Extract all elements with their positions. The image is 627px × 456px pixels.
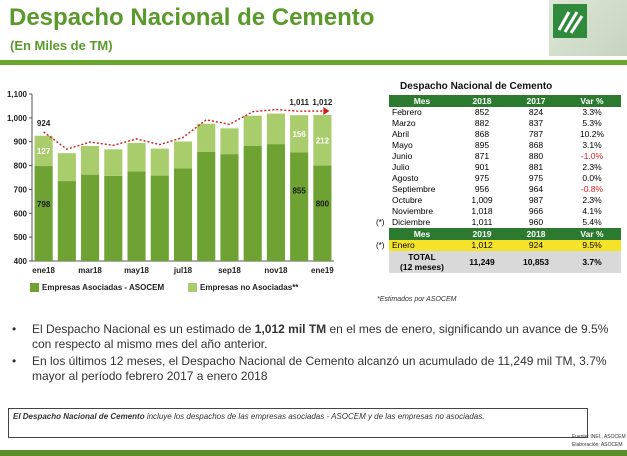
table-cell-mark <box>373 151 389 162</box>
data-label-total: 924 <box>36 118 51 128</box>
bar-no-asociadas <box>267 114 285 145</box>
x-tick-label: ene18 <box>32 266 55 275</box>
bar-asociadas <box>58 181 76 261</box>
table-cell-month: Diciembre <box>392 217 431 227</box>
footnote-bold: El Despacho Nacional de Cemento <box>13 412 145 421</box>
table-cell-var: 2.3% <box>582 195 602 205</box>
bar-asociadas <box>244 146 262 261</box>
table-cell-value: 964 <box>528 184 544 194</box>
table-cell-mark <box>373 107 389 118</box>
bar-asociadas <box>104 176 122 261</box>
summary-bullets <box>12 322 612 386</box>
table-cell-var: 3.7% <box>563 251 621 273</box>
table-cell-var: 2.3% <box>582 162 602 172</box>
table-cell-mark <box>373 140 389 151</box>
table-header-cell: Mes <box>389 228 455 240</box>
table-cell-mark <box>373 162 389 173</box>
bullet-2 <box>12 354 612 384</box>
table-cell-value: 924 <box>509 240 563 251</box>
table-header-cell: 2018 <box>509 228 563 240</box>
bullet-dot: • <box>12 322 17 336</box>
table-cell-mark <box>373 118 389 129</box>
table-cell-var: 0.0% <box>582 173 602 183</box>
table-header-cell <box>373 95 389 107</box>
data-label-asociadas: 800 <box>315 199 330 209</box>
bar-no-asociadas <box>244 116 262 146</box>
table-cell-value: 11,249 <box>455 251 509 273</box>
table-cell-value: 1,018 <box>471 206 493 216</box>
data-label-no-asociadas: 156 <box>292 129 306 139</box>
x-tick-label: ene19 <box>311 266 334 275</box>
y-tick-label: 1,100 <box>6 90 27 99</box>
table-cell-value: 1,012 <box>455 240 509 251</box>
footnote-box <box>8 408 588 438</box>
bar-no-asociadas <box>220 128 238 154</box>
table-cell-mark <box>373 195 389 206</box>
table-cell-value: 787 <box>528 129 544 139</box>
table-cell-var: 3.1% <box>582 140 602 150</box>
bar-asociadas <box>174 168 192 261</box>
table-cell-value: 868 <box>528 140 544 150</box>
data-label-asociadas: 855 <box>292 186 306 196</box>
table-row <box>373 184 621 195</box>
table-cell-mark <box>373 173 389 184</box>
data-label-total: 1,011 <box>289 98 309 108</box>
source-note <box>572 433 626 449</box>
footer-bar <box>0 450 627 456</box>
table-cell-value: 880 <box>528 151 544 161</box>
table-cell-month: Octubre <box>392 195 423 205</box>
table-cell-mark <box>373 251 389 273</box>
table-cell-value: 824 <box>528 107 544 117</box>
source-elaboracion: Elaboración: ASOCEM <box>572 442 623 448</box>
data-label-asociadas: 798 <box>36 200 51 210</box>
table-header-cell: 2017 <box>509 95 563 107</box>
bar-no-asociadas <box>151 149 169 176</box>
table-cell-value: 895 <box>474 140 490 150</box>
bar-no-asociadas <box>127 143 145 172</box>
table-row <box>373 195 621 206</box>
bar-asociadas <box>220 154 238 261</box>
table-cell-month: Marzo <box>392 118 416 128</box>
table-row <box>373 129 621 140</box>
page-title: Despacho Nacional de Cemento <box>9 4 375 31</box>
asocem-logo <box>549 0 627 56</box>
table-cell-var: 4.1% <box>582 206 602 216</box>
y-tick-label: 600 <box>13 209 27 219</box>
bar-asociadas <box>127 172 145 261</box>
footnote-text: incluye los despachos de las empresas asociadas - ASOCEM y de las empresas no asociadas. <box>144 412 485 421</box>
table-cell-value: 956 <box>474 184 490 194</box>
table-cell-mark: (*) <box>376 218 385 227</box>
table-cell-value: 901 <box>474 162 490 172</box>
y-tick-label: 1,000 <box>6 113 27 123</box>
table-cell-var: -1.0% <box>580 151 604 161</box>
bar-asociadas <box>313 166 331 261</box>
table-cell-value: 966 <box>528 206 544 216</box>
legend-item-asociadas <box>30 283 164 292</box>
table-header-cell: 2019 <box>455 228 509 240</box>
table-cell-var: 10.2% <box>579 129 605 139</box>
table-cell-month: Noviembre <box>392 206 434 216</box>
table-row <box>373 173 621 184</box>
table-cell-var: 5.4% <box>582 217 602 227</box>
table-cell-value: 852 <box>474 107 490 117</box>
data-label-total: 1,012 <box>312 97 333 107</box>
table-header-cell: Mes <box>389 95 455 107</box>
bar-asociadas <box>267 144 285 261</box>
table-cell-month: Enero <box>389 240 455 251</box>
x-tick-label: sep18 <box>218 266 241 275</box>
page-subtitle: (En Miles de TM) <box>10 38 113 53</box>
table-header-row <box>373 95 621 107</box>
table-cell-var: 3.3% <box>582 107 602 117</box>
table-row <box>373 206 621 217</box>
table-cell-mark: (*) <box>373 240 389 251</box>
x-tick-label: mar18 <box>78 266 102 275</box>
legend-swatch-asociadas <box>30 283 39 292</box>
bar-no-asociadas <box>104 149 122 175</box>
despacho-table <box>373 95 621 273</box>
table-cell-value: 882 <box>474 118 490 128</box>
table-header-row <box>373 228 621 240</box>
legend-swatch-no-asociadas <box>188 283 197 292</box>
table-row-highlight <box>373 240 621 251</box>
trend-arrow <box>323 107 329 115</box>
table-cell-mark <box>373 206 389 217</box>
table-cell-month: Mayo <box>392 140 413 150</box>
table-cell-value: 975 <box>474 173 490 183</box>
table-cell-value: 871 <box>474 151 490 161</box>
estimated-note: *Estimados por ASOCEM <box>377 296 457 303</box>
bullet-1-text-bold: 1,012 mil TM <box>254 322 327 336</box>
table-row <box>373 151 621 162</box>
table-cell-var: 9.5% <box>563 240 621 251</box>
table-cell-value: 1,011 <box>471 217 493 227</box>
legend-item-no-asociadas <box>188 283 298 292</box>
source-fuente: Fuente: INEI., ASOCEM <box>572 434 626 440</box>
table-cell-month: Julio <box>392 162 410 172</box>
data-label-no-asociadas: 127 <box>36 146 51 156</box>
bullet-2-text: En los últimos 12 meses, el Despacho Nacional de Cemento alcanzó un acumulado de 11,249 mil TM, 3.7% mayor al período febrero 2017 a enero 2018 <box>32 354 607 383</box>
bullet-dot: • <box>12 354 17 368</box>
bar-asociadas <box>197 152 215 261</box>
table-cell-mark <box>373 129 389 140</box>
x-tick-label: nov18 <box>264 266 288 275</box>
table-cell-value: 837 <box>528 118 544 128</box>
table-cell-month: Abril <box>392 129 410 139</box>
table-header-cell: Var % <box>563 228 621 240</box>
table-cell-month: Febrero <box>392 107 422 117</box>
table-cell-month: Septiembre <box>392 184 436 194</box>
table-row <box>373 107 621 118</box>
table-header-cell: Var % <box>563 95 621 107</box>
table-cell-value: 10,853 <box>509 251 563 273</box>
bar-no-asociadas <box>81 146 99 175</box>
legend-label-asociadas: Empresas Asociadas - ASOCEM <box>42 283 165 292</box>
y-tick-label: 700 <box>13 185 27 195</box>
table-header-cell <box>373 228 389 240</box>
table-cell-month: Junio <box>392 151 413 161</box>
header-rule <box>0 60 627 65</box>
y-tick-label: 900 <box>13 137 27 147</box>
table-row <box>373 118 621 129</box>
table-cell-mark <box>373 184 389 195</box>
table-cell-value: 868 <box>474 129 490 139</box>
bar-asociadas <box>35 166 53 261</box>
table-cell-value: 960 <box>528 217 544 227</box>
y-tick-label: 500 <box>13 233 27 243</box>
table-cell-value: 1,009 <box>471 195 493 205</box>
table-title: Despacho Nacional de Cemento <box>400 81 553 92</box>
legend-label-no-asociadas: Empresas no Asociadas** <box>200 283 299 292</box>
table-cell-var: -0.8% <box>580 184 604 194</box>
bullet-1-text-post: en el mes de enero, significando un avance de 9.5% con respecto al mismo mes del año anterior. <box>32 322 609 351</box>
table-cell-month: Agosto <box>392 173 419 183</box>
data-label-no-asociadas: 212 <box>315 136 330 146</box>
bullet-1 <box>12 322 612 352</box>
table-row <box>373 217 621 228</box>
bar-no-asociadas <box>197 124 215 152</box>
table-cell-var: 5.3% <box>582 118 602 128</box>
bar-asociadas <box>290 152 308 261</box>
table-header-cell: 2018 <box>455 95 509 107</box>
table-row-total <box>373 251 621 273</box>
table-row <box>373 140 621 151</box>
y-tick-label: 400 <box>13 257 27 266</box>
bar-asociadas <box>81 175 99 261</box>
table-row <box>373 162 621 173</box>
x-tick-label: may18 <box>124 266 149 275</box>
bar-no-asociadas <box>174 141 192 168</box>
x-tick-label: jul18 <box>173 266 193 275</box>
table-cell-total-label: TOTAL (12 meses) <box>389 251 455 273</box>
table-cell-value: 987 <box>528 195 544 205</box>
y-tick-label: 800 <box>13 161 27 171</box>
bar-asociadas <box>151 176 169 261</box>
bullet-1-text-pre: El Despacho Nacional es un estimado de <box>32 322 255 336</box>
bar-no-asociadas <box>58 153 76 181</box>
despacho-bar-chart <box>0 80 368 280</box>
table-cell-value: 881 <box>528 162 544 172</box>
table-cell-value: 975 <box>528 173 544 183</box>
logo-icon <box>553 4 587 38</box>
